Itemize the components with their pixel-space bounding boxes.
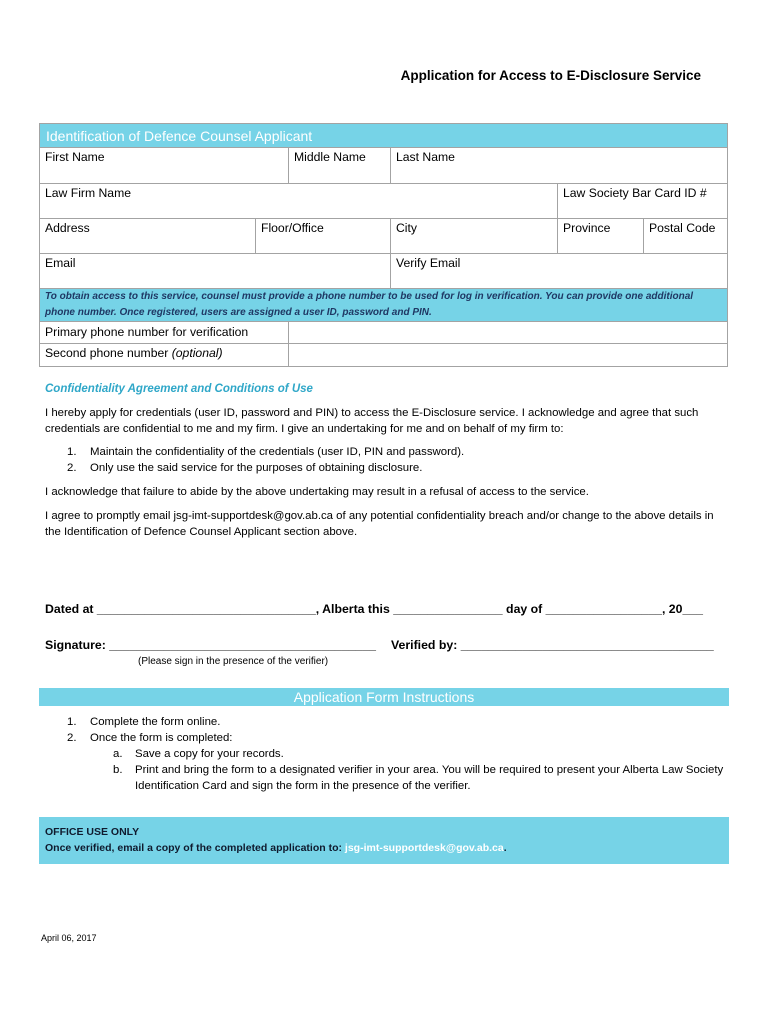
first-name-label: First Name [45,150,105,164]
province-label: Province [563,221,611,235]
office-use-title: OFFICE USE ONLY [45,826,140,838]
province-input[interactable] [562,237,639,251]
identification-form [39,123,728,367]
confidentiality-heading: Confidentiality Agreement and Conditions of Use [45,383,313,395]
instruction-substep-text: Save a copy for your records. [135,748,284,760]
footer-date: April 06, 2017 [41,933,97,943]
second-phone-optional-note: (optional) [171,346,223,360]
dated-at-line: Dated at ________________________________, Alberta this ________________ day of _________________, 20___ [45,602,703,616]
office-use-period: . [503,842,507,854]
second-phone-label: Second phone number [45,346,169,360]
instruction-step-number: 2. [67,732,77,744]
address-cell [40,219,255,253]
first-name-cell [40,148,288,183]
undertaking-number: 1. [67,446,77,458]
email-input[interactable] [44,272,386,286]
undertaking-number: 2. [67,462,77,474]
undertaking-text: Only use the said service for the purposes of obtaining disclosure. [90,462,423,474]
second-phone-row [40,343,727,366]
instruction-step-text: Complete the form online. [90,716,221,728]
middle-name-label: Middle Name [294,150,366,164]
bar-card-id-input[interactable] [562,202,723,216]
middle-name-cell [288,148,390,183]
primary-phone-label-cell [40,322,288,343]
city-label: City [396,221,417,235]
primary-phone-input[interactable] [293,324,723,341]
instruction-step-number: 1. [67,716,77,728]
last-name-label: Last Name [396,150,455,164]
second-phone-label-cell [40,344,288,366]
floor-office-input[interactable] [260,237,386,251]
signature-note: (Please sign in the presence of the verifier) [138,656,329,667]
identification-header: Identification of Defence Counsel Applicant [40,124,727,147]
signature-line: Signature: _______________________________________ [45,638,376,652]
last-name-cell [390,148,727,183]
province-cell [557,219,643,253]
primary-phone-cell [288,322,727,343]
firm-row [40,183,727,218]
office-use-box [39,817,729,864]
email-cell [40,254,390,288]
agreement-text: I agree to promptly email jsg-imt-supportdesk@gov.ab.ca of any potential confidentiality breach and/or change to the above details in the Identification of Defence Counsel Applicant section above. [45,510,714,538]
acknowledgement-text: I acknowledge that failure to abide by the above undertaking may result in a refusal of access to the service. [45,486,589,498]
document-title: Application for Access to E-Disclosure Service [400,68,701,83]
verify-email-cell [390,254,727,288]
bar-card-id-label: Law Society Bar Card ID # [563,186,707,200]
verify-email-input[interactable] [395,272,723,286]
second-phone-cell [288,344,727,366]
floor-office-cell [255,219,390,253]
address-input[interactable] [44,237,251,251]
instructions-header: Application Form Instructions [39,688,729,706]
verified-by-line: Verified by: _____________________________________ [391,638,714,652]
primary-phone-label: Primary phone number for verification [45,325,249,339]
postal-code-input[interactable] [648,237,723,251]
address-row [40,218,727,253]
name-row [40,147,727,183]
confidentiality-intro: I hereby apply for credentials (user ID, password and PIN) to access the E-Disclosure service. I acknowledge and agree that such credentials are confidential to me and my firm. I give an undertaking for me and on behalf of my firm to: [45,407,699,435]
law-firm-name-cell [40,184,557,218]
floor-office-label: Floor/Office [261,221,324,235]
office-use-instruction: Once verified, email a copy of the completed application to: [45,842,342,854]
postal-code-cell [643,219,727,253]
email-row [40,253,727,288]
instruction-substep-letter: a. [113,748,123,760]
city-cell [390,219,557,253]
primary-phone-row [40,321,727,343]
instruction-substep-text: Print and bring the form to a designated verifier in your area. You will be required to present your Alberta Law Society Identification Card and sign the form in the presence of the verifier. [135,764,724,792]
address-label: Address [45,221,90,235]
instruction-substep-letter: b. [113,764,123,776]
verify-email-label: Verify Email [396,256,461,270]
first-name-input[interactable] [44,166,284,180]
undertaking-text: Maintain the confidentiality of the credentials (user ID, PIN and password). [90,446,465,458]
law-firm-name-label: Law Firm Name [45,186,132,200]
postal-code-label: Postal Code [649,221,716,235]
office-use-instruction-line [45,840,729,856]
city-input[interactable] [395,237,553,251]
law-firm-name-input[interactable] [44,202,553,216]
middle-name-input[interactable] [293,166,386,180]
bar-card-id-cell [557,184,727,218]
instruction-step-text: Once the form is completed: [90,732,233,744]
phone-verification-notice: To obtain access to this service, counsel must provide a phone number to be used for log in verification. You can provide one additional phone number. Once registered, users are assigned a user ID, password and PIN. [40,288,727,321]
second-phone-input[interactable] [293,346,723,364]
support-email-link[interactable]: jsg-imt-supportdesk@gov.ab.ca [344,842,504,854]
last-name-input[interactable] [395,166,723,180]
email-label: Email [45,256,76,270]
